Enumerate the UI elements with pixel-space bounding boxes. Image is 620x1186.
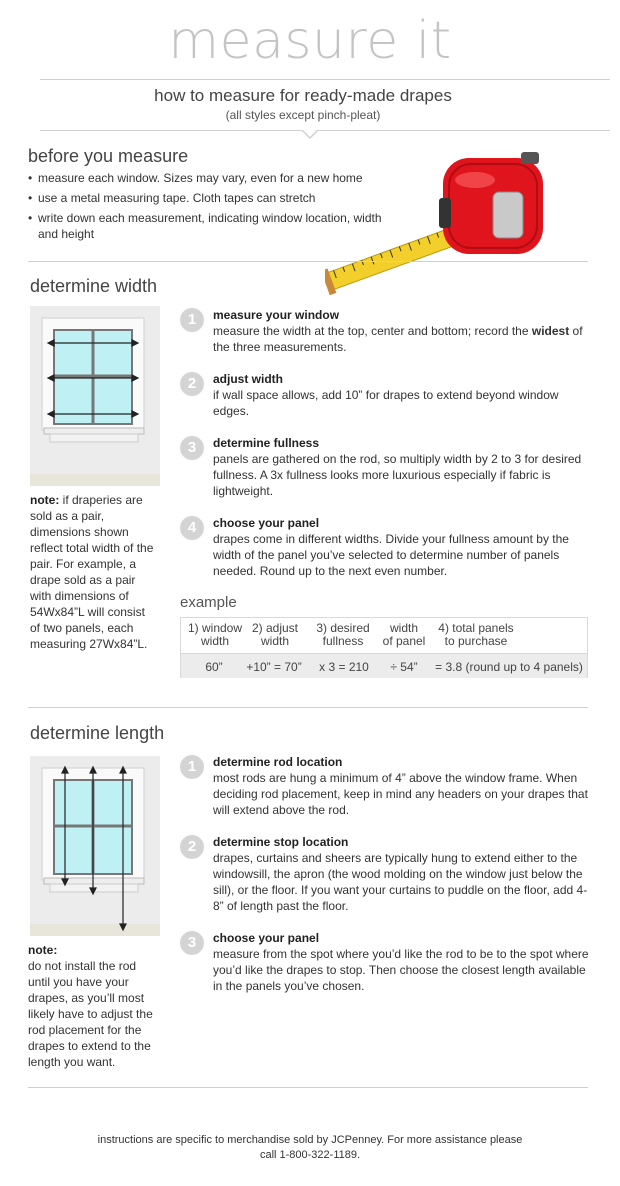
step-body: panels are gathered on the rod, so multiply width by 2 to 3 for desired fullness. A 3x fullness looks more luxurious especially if fabric is lightweight.	[213, 452, 582, 498]
divider	[28, 1087, 588, 1088]
page-subtitle: how to measure for ready-made drapes	[154, 86, 452, 105]
divider-notch-fill	[302, 129, 318, 137]
width-step-4	[180, 516, 590, 582]
divider	[40, 79, 610, 80]
note-text: do not install the rod until you have your drapes, as you’ll most likely have to adjust the rod placement for the drapes to extend to the length you want.	[28, 959, 153, 1069]
length-note	[28, 942, 160, 1070]
step-number: 1	[180, 308, 204, 332]
length-heading: determine length	[30, 723, 165, 743]
step-body: measure the width at the top, center and bottom; record the widest of the three measurements.	[213, 324, 583, 354]
step-title: measure your window	[213, 308, 340, 322]
step-body: if wall space allows, add 10” for drapes to extend beyond window edges.	[213, 388, 559, 418]
length-step-1	[180, 755, 590, 821]
step-number: 1	[180, 755, 204, 779]
example-value-cell: 60”	[205, 660, 223, 674]
example-header-cell: 1) window width	[187, 621, 243, 648]
step-body: measure from the spot where you’d like the rod to be to the spot where you’d like the drapes to stop. Then choose the closest length available in the panels you’ve chosen.	[213, 947, 589, 993]
list-item: • measure each window. Sizes may vary, even for a new home	[28, 170, 388, 186]
width-step-1	[180, 308, 590, 358]
note-text: if draperies are sold as a pair, dimensions shown reflect total width of the pair. For example, a drape sold as a pair with dimensions of 54Wx84”L will consist of two panels, each measuring 27Wx84”L.	[30, 493, 154, 651]
step-number: 2	[180, 835, 204, 859]
step-body: drapes, curtains and sheers are typically hung to extend either to the windowsill, the apron (the wood molding on the window just below the sill), or the floor. If you want your curtains to puddle on the floor, add 4-8” of length past the floor.	[213, 851, 588, 913]
before-heading: before you measure	[28, 146, 189, 166]
example-header-row	[181, 618, 587, 652]
window-width-diagram	[30, 306, 160, 486]
example-value-cell: = 3.8 (round up to 4 panels)	[435, 660, 583, 674]
example-header-cell: 3) desired fullness	[316, 621, 370, 648]
divider	[40, 130, 610, 131]
step-title: choose your panel	[213, 931, 320, 945]
width-heading: determine width	[30, 276, 158, 296]
step-body: drapes come in different widths. Divide your fullness amount by the width of the panel you’ve selected to determine number of panels needed. Round up to the next even number.	[213, 532, 569, 578]
step-number: 2	[180, 372, 204, 396]
step-title: determine rod location	[213, 755, 343, 769]
example-value-cell: +10” = 70”	[246, 660, 302, 674]
example-header-cell: width of panel	[382, 621, 426, 648]
footer-text: instructions are specific to merchandise sold by JCPenney. For more assistance please call 1-800-322-1189.	[97, 1134, 523, 1161]
length-step-2	[180, 835, 590, 917]
list-item: • write down each measurement, indicating window location, width and height	[28, 210, 388, 242]
step-number: 3	[180, 436, 204, 460]
window-length-diagram	[30, 756, 160, 936]
divider	[28, 261, 588, 262]
tape-measure-icon	[325, 140, 550, 310]
divider	[28, 707, 588, 708]
page-title: measure it	[168, 11, 452, 71]
note-label: note:	[28, 943, 58, 957]
length-step-3	[180, 931, 590, 997]
width-step-2	[180, 372, 590, 422]
step-title: determine fullness	[213, 436, 320, 450]
example-value-row	[181, 653, 587, 678]
example-table	[180, 617, 588, 678]
example-label: example	[180, 594, 237, 611]
list-item: • use a metal measuring tape. Cloth tapes can stretch	[28, 190, 388, 206]
example-value-cell: x 3 = 210	[319, 660, 369, 674]
step-title: choose your panel	[213, 516, 320, 530]
step-title: adjust width	[213, 372, 283, 386]
step-number: 4	[180, 516, 204, 540]
page-subnote: (all styles except pinch-pleat)	[225, 108, 381, 122]
note-label: note:	[30, 493, 60, 507]
example-header-cell: 4) total panels to purchase	[438, 621, 514, 648]
step-number: 3	[180, 931, 204, 955]
step-title: determine stop location	[213, 835, 349, 849]
example-value-cell: ÷ 54”	[390, 660, 418, 674]
step-body: most rods are hung a minimum of 4” above the window frame. When deciding rod placement, keep in mind any headers on your drapes that will extend above the rod.	[213, 771, 588, 817]
width-note	[30, 492, 158, 652]
example-header-cell: 2) adjust width	[251, 621, 299, 648]
width-step-3	[180, 436, 590, 502]
